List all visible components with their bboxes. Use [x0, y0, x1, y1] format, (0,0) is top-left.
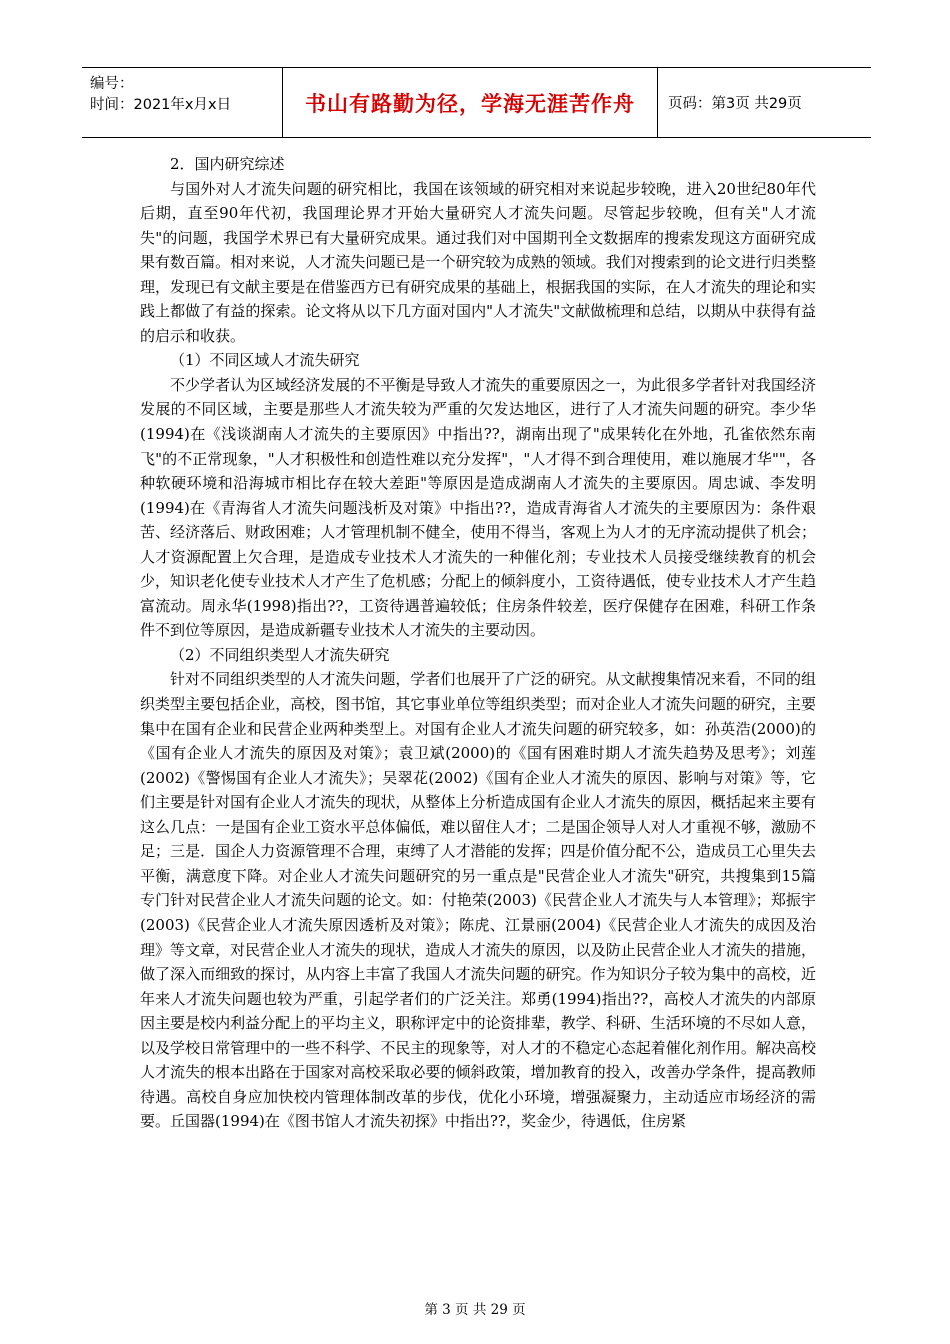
page-footer: 第 3 页 共 29 页 — [424, 1302, 526, 1318]
document-body — [140, 152, 816, 1134]
paragraph: 与国外对人才流失问题的研究相比，我国在该领域的研究相对来说起步较晚，进入20世纪80年代后期，直至90年代初，我国理论界才开始大量研究人才流失问题。尽管起步较晚，但有关"人才流失"的问题，我国学术界已有大量研究成果。通过我们对中国期刊全文数据库的搜索发现这方面研究成果有数百篇。相对来说，人才流失问题已是一个研究较为成熟的领域。我们对搜索到的论文进行归类整理，发现已有文献主要是在借鉴西方已有研究成果的基础上，根据我国的实际，在人才流失的理论和实践上都做了有益的探索。论文将从以下几方面对国内"人才流失"文献做梳理和总结，以期从中获得有益的启示和收获。 — [140, 179, 816, 345]
header-meta — [82, 68, 283, 137]
document-number-label: 编号： — [90, 76, 134, 92]
section-heading: 2．国内研究综述 — [170, 155, 285, 173]
subsection-heading: （2）不同组织类型人才流失研究 — [170, 645, 390, 664]
document-time-label: 时间：2021年x月x日 — [90, 97, 232, 113]
subsection-heading: （1）不同区域人才流失研究 — [170, 351, 360, 370]
page-header — [82, 67, 871, 138]
paragraph: 不少学者认为区域经济发展的不平衡是导致人才流失的重要原因之一，为此很多学者针对我国经济发展的不同区域，主要是那些人才流失较为严重的欠发达地区，进行了人才流失问题的研究。李少华(1994)在《浅谈湖南人才流失的主要原因》中指出??，湖南出现了"成果转化在外地，孔雀依然东南飞"的不正常现象，"人才积极性和创造性难以充分发挥"，"人才得不到合理使用，难以施展才华""，各种软硬环境和沿海城市相比存在较大差距"等原因是造成湖南人才流失的主要原因。周忠诚、李发明(1994)在《青海省人才流失问题浅析及对策》中指出??，造成青海省人才流失的主要原因为：条件艰苦、经济落后、财政困难；人才管理机制不健全，使用不得当，客观上为人才的无序流动提供了机会；人才资源配置上欠合理，是造成专业技术人才流失的一种催化剂；专业技术人员接受继续教育的机会少，知识老化使专业技术人才产生了危机感；分配上的倾斜度小，工资待遇低，使专业技术人才产生趋富流动。周永华(1998)指出??，工资待遇普遍较低；住房条件较差，医疗保健存在困难，科研工作条件不到位等原因，是造成新疆专业技术人才流失的主要动因。 — [140, 375, 816, 640]
header-page-info: 页码：第3页 共29页 — [668, 96, 802, 112]
paragraph: 针对不同组织类型的人才流失问题，学者们也展开了广泛的研究。从文献搜集情况来看，不同的组织类型主要包括企业，高校，图书馆，其它事业单位等组织类型；而对企业人才流失问题的研究，主要集中在国有企业和民营企业两种类型上。对国有企业人才流失问题的研究较多，如：孙英浩(2000)的《国有企业人才流失的原因及对策》；袁卫斌(2000)的《国有困难时期人才流失趋势及思考》；刘莲(2002)《警惕国有企业人才流失》；吴翠花(2002)《国有企业人才流失的原因、影响与对策》等，它们主要是针对国有企业人才流失的现状，从整体上分析造成国有企业人才流失的原因，概括起来主要有这么几点：一是国有企业工资水平总体偏低，难以留住人才；二是国企领导人对人才重视不够，激励不足；三是．国企人力资源管理不合理，束缚了人才潜能的发挥；四是价值分配不公，造成员工心里失去平衡，满意度下降。对企业人才流失问题研究的另一重点是"民营企业人才流失"研究，共搜集到15篇专门针对民营企业人才流失问题的论文。如：付艳荣(2003)《民营企业人才流失与人本管理》；郑振宇(2003)《民营企业人才流失原因透析及对策》；陈虎、江景丽(2004)《民营企业人才流失的成因及治理》等文章，对民营企业人才流失的现状，造成人才流失的原因，以及防止民营企业人才流失的措施，做了深入而细致的探讨，从内容上丰富了我国人才流失问题的研究。作为知识分子较为集中的高校，近年来人才流失问题也较为严重，引起学者们的广泛关注。郑勇(1994)指出??，高校人才流失的内部原因主要是校内利益分配上的平均主义，职称评定中的论资排辈，教学、科研、生活环境的不尽如人意，以及学校日常管理中的一些不科学、不民主的现象等，对人才的不稳定心态起着催化剂作用。解决高校人才流失的根本出路在于国家对高校采取必要的倾斜政策，增加教育的投入，改善办学条件，提高教师待遇。高校自身应加快校内管理体制改革的步伐，优化小环境，增强凝聚力，主动适应市场经济的需要。丘国器(1994)在《图书馆人才流失初探》中指出??，奖金少，待遇低，住房紧 — [140, 670, 816, 1131]
header-motto: 书山有路勤为径，学海无涯苦作舟 — [283, 68, 658, 137]
